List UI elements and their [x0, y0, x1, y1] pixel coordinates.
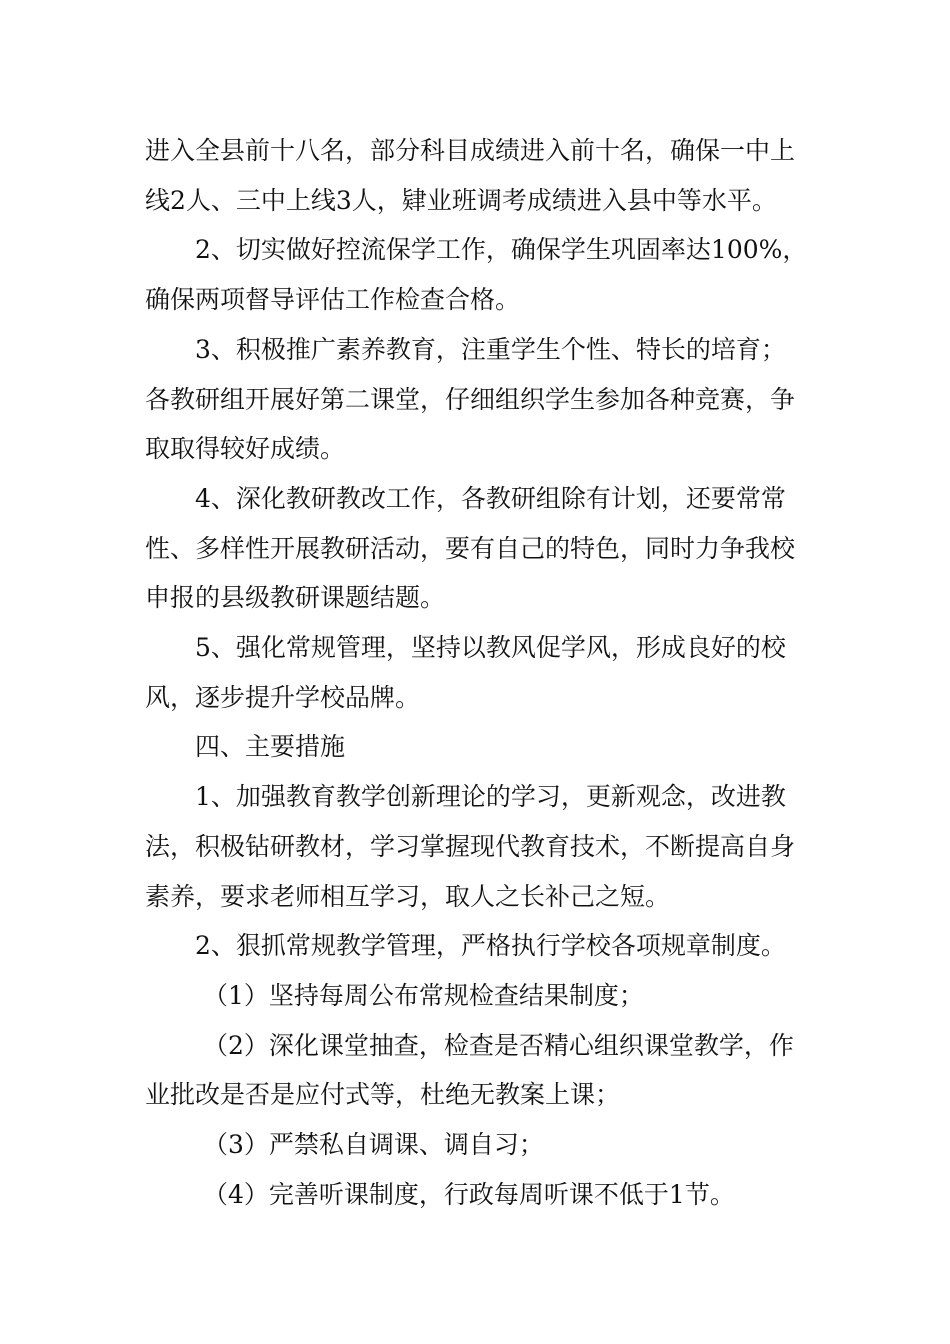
list-item-sub-3: （3）严禁私自调课、调自习； [203, 1130, 544, 1160]
paragraph-goal-3: 3、积极推广素养教育，注重学生个性、特长的培育；各教研组开展好第二课堂，仔细组织学生参加各种竞赛，争取取得较好成绩。 [145, 334, 796, 464]
list-item-sub-2: （2）深化课堂抽查，检查是否精心组织课堂教学，作业批改是否是应付式等，杜绝无教案上课； [145, 1030, 794, 1110]
paragraph-continuation: 进入全县前十八名，部分科目成绩进入前十名，确保一中上线2人、三中上线3人，肄业班调考成绩进入县中等水平。 [145, 136, 796, 215]
document-body [145, 126, 810, 1219]
paragraph-goal-2: 2、切实做好控流保学工作，确保学生巩固率达100%，确保两项督导评估工作检查合格。 [145, 235, 808, 315]
list-item-sub-1: （1）坚持每周公布常规检查结果制度； [203, 980, 644, 1010]
section-heading-measures: 四、主要措施 [195, 732, 346, 762]
paragraph-goal-4: 4、深化教研教改工作，各教研组除有计划，还要常常性、多样性开展教研活动，要有自己的特色，同时力争我校申报的县级教研课题结题。 [145, 483, 796, 613]
list-item-sub-4: （4）完善听课制度，行政每周听课不低于1节。 [203, 1179, 735, 1209]
paragraph-goal-5: 5、强化常规管理，坚持以教风促学风，形成良好的校风，逐步提升学校品牌。 [145, 633, 786, 712]
paragraph-measure-1: 1、加强教育教学创新理论的学习，更新观念，改进教法，积极钻研教材，学习掌握现代教育技术，不断提高自身素养，要求老师相互学习，取人之长补己之短。 [145, 782, 796, 911]
paragraph-measure-2: 2、狠抓常规教学管理，严格执行学校各项规章制度。 [195, 931, 786, 961]
